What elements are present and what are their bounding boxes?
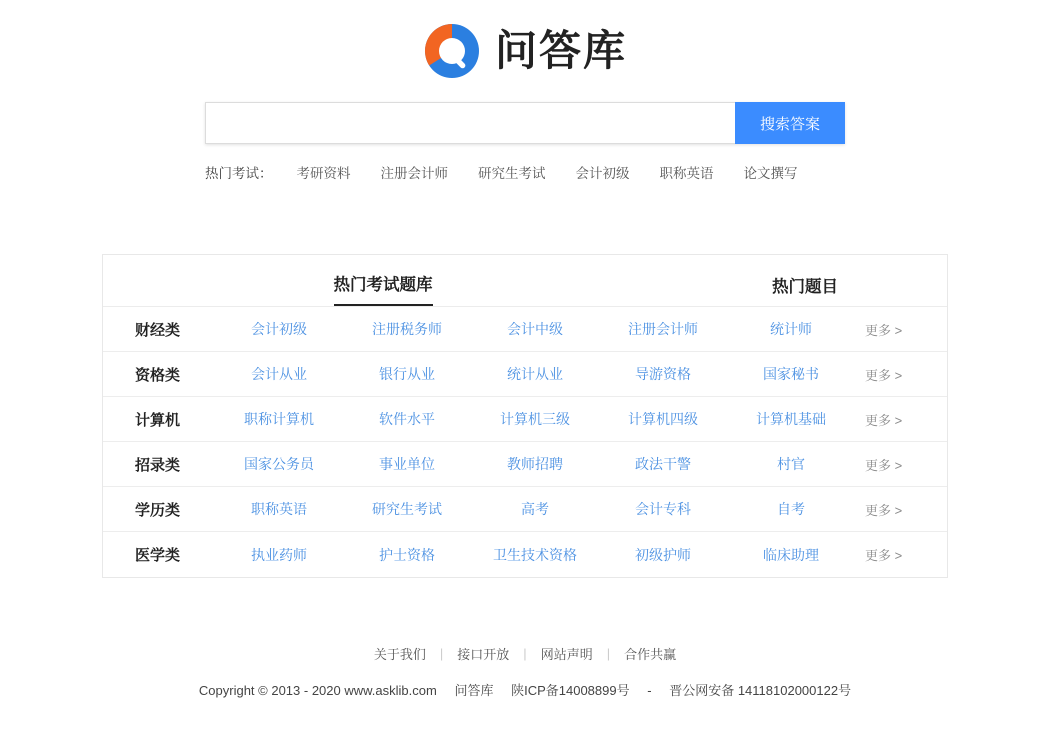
exam-link[interactable]: 高考 [521,501,549,517]
exam-link[interactable]: 自考 [777,501,805,517]
panel-header [103,255,947,307]
hot-exams-label: 热门考试： [205,166,273,181]
tab-hot-questions[interactable]: 热门题目 [772,278,838,296]
row-more-link[interactable]: 更多 > [865,502,903,518]
table-row [103,487,947,532]
exam-link[interactable]: 护士资格 [379,546,435,563]
hot-exams-links [297,162,798,182]
exam-link[interactable]: 职称英语 [251,501,307,517]
exam-link[interactable]: 会计初级 [251,321,307,337]
panel-header-right [663,273,947,306]
exam-link[interactable]: 村官 [777,456,805,472]
footer-separator: | [439,646,444,661]
exam-link[interactable]: 执业药师 [251,546,307,563]
footer-link-about[interactable]: 关于我们 [373,647,426,662]
exam-link[interactable]: 初级护师 [635,546,691,563]
hot-exam-link-0[interactable]: 考研资料 [296,166,351,181]
table-row [103,307,947,352]
exam-link[interactable]: 软件水平 [379,411,435,427]
hot-exam-link-3[interactable]: 会计初级 [575,166,630,181]
exam-link[interactable]: 注册税务师 [372,321,442,337]
exam-link[interactable]: 会计中级 [507,321,563,337]
exam-link[interactable]: 统计从业 [507,366,563,382]
copyright-text: Copyright © 2013 - 2020 www.asklib.com [198,683,437,698]
exam-link[interactable]: 导游资格 [635,366,691,382]
exam-link[interactable]: 计算机四级 [628,411,698,427]
search-button[interactable]: 搜索答案 [735,102,845,144]
footer-site-name: 问答库 [454,683,494,698]
hot-exam-link-4[interactable]: 职称英语 [659,166,714,181]
row-category: 医学类 [135,547,181,564]
row-category: 财经类 [135,321,181,339]
table-row [103,352,947,397]
search-input[interactable] [205,102,735,144]
row-category: 招录类 [135,456,181,474]
hot-exams-bar [205,162,845,182]
row-more-link[interactable]: 更多 > [865,457,903,473]
row-links [215,454,855,474]
exam-link[interactable]: 国家秘书 [763,366,819,382]
site-logo-text: 问答库 [494,26,627,75]
footer-separator: | [523,646,527,661]
exam-link[interactable]: 职称计算机 [244,411,314,427]
row-more-link[interactable]: 更多 > [865,412,903,428]
exam-link[interactable]: 研究生考试 [372,501,442,517]
search-area [0,102,1050,144]
exam-link[interactable]: 会计专科 [635,501,691,517]
exam-link[interactable]: 会计从业 [251,366,307,382]
footer-link-cooperation[interactable]: 合作共赢 [624,647,677,662]
exam-link[interactable]: 注册会计师 [628,321,698,337]
footer-dash: - [647,683,652,698]
hot-exam-link-2[interactable]: 研究生考试 [478,166,546,181]
row-links [215,319,855,339]
footer-link-api[interactable]: 接口开放 [457,647,510,662]
table-row [103,397,947,442]
page-footer [0,644,1050,699]
footer-copyright [0,680,1050,699]
police-record-number[interactable]: 晋公网安备 14118102000122号 [669,683,852,698]
exam-link[interactable]: 银行从业 [379,366,435,382]
row-more-link[interactable]: 更多 > [865,367,903,383]
footer-separator: | [606,646,611,661]
hot-exam-link-1[interactable]: 注册会计师 [380,166,448,181]
exam-link[interactable]: 政法干警 [635,456,691,472]
table-row [103,442,947,487]
hot-exam-link-5[interactable]: 论文撰写 [743,166,798,181]
exam-link[interactable]: 统计师 [770,321,812,337]
row-category: 学历类 [135,501,181,519]
exam-link[interactable]: 国家公务员 [244,456,314,472]
search-box [205,102,845,144]
exam-link[interactable]: 教师招聘 [507,456,563,472]
exam-link[interactable]: 计算机三级 [500,411,570,427]
exam-link[interactable]: 卫生技术资格 [493,546,577,563]
row-links [215,409,855,429]
row-category: 计算机 [135,411,181,429]
exam-link[interactable]: 临床助理 [763,546,819,563]
exam-bank-panel [102,254,948,578]
q-circle-logo-icon [423,22,481,80]
row-links [215,499,855,519]
footer-nav [0,644,1050,663]
tab-hot-exam-banks[interactable]: 热门考试题库 [334,271,433,306]
footer-link-statement[interactable]: 网站声明 [540,647,593,662]
row-links [215,545,855,565]
row-links [215,364,855,384]
row-more-link[interactable]: 更多 > [865,322,903,338]
exam-link[interactable]: 计算机基础 [756,411,826,427]
panel-header-left [103,271,663,306]
table-row [103,532,947,577]
row-category: 资格类 [135,366,181,384]
icp-number[interactable]: 陕ICP备14008899号 [511,683,630,698]
exam-link[interactable]: 事业单位 [379,456,435,472]
site-logo[interactable] [0,0,1050,80]
row-more-link[interactable]: 更多 > [865,548,903,563]
